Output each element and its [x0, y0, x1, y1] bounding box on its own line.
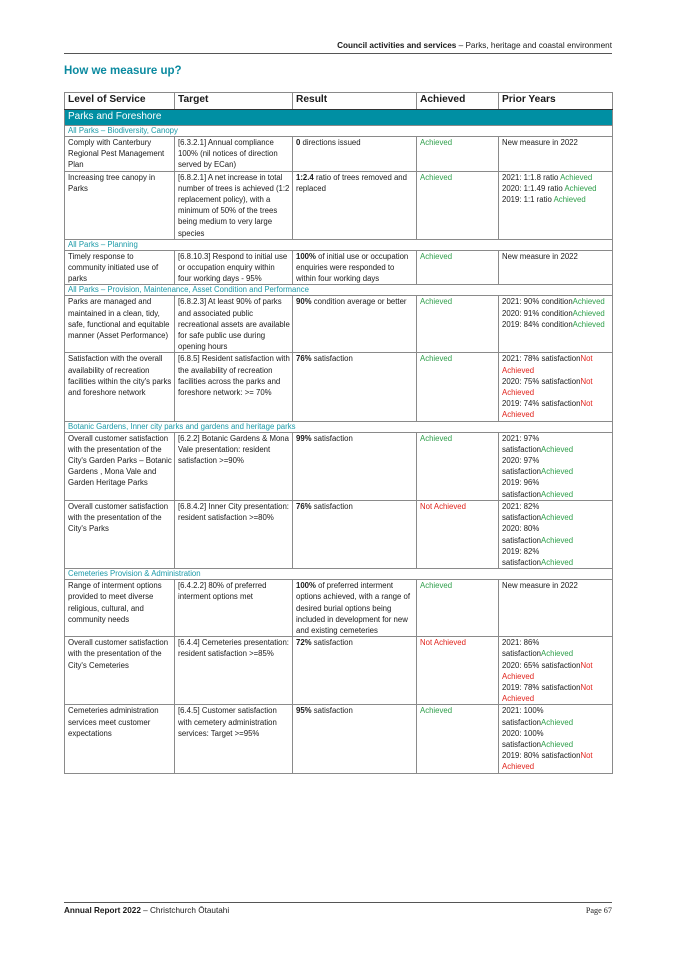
- group-row: [65, 126, 613, 137]
- prior-year-text: 2020: 91% condition: [502, 308, 573, 318]
- achieved-status: Achieved: [417, 250, 499, 285]
- prior-year-line: [502, 296, 610, 307]
- col-prior-years: Prior Years: [499, 93, 613, 110]
- prior-year-text: 2019: 74% satisfaction: [502, 399, 581, 409]
- prior-year-text: New measure in 2022: [502, 581, 578, 591]
- prior-year-status: Not Achieved: [502, 751, 593, 772]
- level-of-service-cell: Cemeteries administration services meet customer expectations: [65, 705, 175, 773]
- result-text: satisfaction: [311, 433, 353, 443]
- level-of-service-cell: Timely response to community initiated use of parks: [65, 250, 175, 285]
- prior-year-status: Achieved: [541, 467, 574, 477]
- result-value: 100%: [296, 581, 316, 591]
- prior-years-cell: [499, 296, 613, 353]
- col-level-of-service: Level of Service: [65, 93, 175, 110]
- target-cell: [6.8.5] Resident satisfaction with the availability of recreation facilities across the parks and foreshore network: >= 70%: [175, 353, 293, 421]
- prior-year-status: Not Achieved: [502, 399, 593, 420]
- prior-year-line: [502, 728, 610, 750]
- prior-years-cell: [499, 432, 613, 500]
- prior-year-text: 2020: 1:1.49 ratio: [502, 183, 565, 193]
- page-number: Page 67: [585, 906, 612, 915]
- prior-year-line: [502, 501, 610, 523]
- prior-year-status: Achieved: [541, 535, 574, 545]
- table-row: [65, 580, 613, 637]
- section-title: Parks and Foreshore: [65, 110, 613, 126]
- prior-years-cell: [499, 137, 613, 172]
- result-value: 0: [296, 138, 301, 147]
- table-row: [65, 432, 613, 500]
- prior-year-status: Not Achieved: [502, 682, 593, 704]
- prior-year-line: [502, 477, 610, 499]
- prior-year-status: Not Achieved: [502, 354, 593, 375]
- group-title: All Parks – Planning: [65, 239, 613, 250]
- prior-year-line: [502, 455, 610, 477]
- target-cell: [6.8.2.3] At least 90% of parks and associated public recreational assets are available for safe public use during opening hours: [175, 296, 293, 353]
- group-title: Cemeteries Provision & Administration: [65, 569, 613, 580]
- achieved-status: Achieved: [417, 171, 499, 239]
- result-cell: [293, 500, 417, 568]
- table-row: [65, 353, 613, 421]
- result-text: condition average or better: [311, 297, 407, 307]
- level-of-service-cell: Satisfaction with the overall availability of recreation facilities within the city's parks and foreshore network: [65, 353, 175, 421]
- achieved-status: Not Achieved: [417, 500, 499, 568]
- result-cell: [293, 250, 417, 285]
- prior-year-status: Achieved: [564, 183, 597, 193]
- prior-year-text: 2019: 84% condition: [502, 319, 573, 329]
- result-text: directions issued: [300, 138, 361, 147]
- prior-year-text: 2019: 1:1 ratio: [502, 195, 554, 205]
- level-of-service-cell: Parks are managed and maintained in a clean, tidy, safe, functional and equitable manner (Asset Performance): [65, 296, 175, 353]
- level-of-service-cell: Increasing tree canopy in Parks: [65, 171, 175, 239]
- target-cell: [6.2.2] Botanic Gardens & Mona Vale presentation: resident satisfaction >=90%: [175, 432, 293, 500]
- prior-years-cell: [499, 580, 613, 637]
- col-result: Result: [293, 93, 417, 110]
- result-value: 76%: [296, 354, 312, 364]
- group-title: Botanic Gardens, Inner city parks and gardens and heritage parks: [65, 421, 613, 432]
- prior-year-line: [502, 353, 610, 375]
- prior-years-cell: [499, 500, 613, 568]
- prior-year-status: Achieved: [541, 717, 574, 727]
- prior-year-status: Achieved: [541, 557, 574, 567]
- table-header-row: [65, 93, 613, 110]
- level-of-service-cell: Comply with Canterbury Regional Pest Management Plan: [65, 137, 175, 172]
- prior-year-status: Achieved: [572, 297, 605, 307]
- header-bold: Council activities and services: [337, 41, 457, 50]
- prior-year-text: 2019: 82% satisfaction: [502, 546, 542, 567]
- prior-years-cell: [499, 250, 613, 285]
- result-text: satisfaction: [311, 706, 353, 716]
- prior-year-text: 2021: 97% satisfaction: [502, 433, 542, 454]
- result-cell: [293, 637, 417, 705]
- prior-year-line: [502, 580, 610, 591]
- result-text: satisfaction: [311, 501, 353, 511]
- col-achieved: Achieved: [417, 93, 499, 110]
- prior-year-status: Achieved: [541, 444, 574, 454]
- prior-year-line: [502, 183, 610, 194]
- prior-year-text: 2020: 97% satisfaction: [502, 456, 542, 477]
- prior-year-text: 2021: 78% satisfaction: [502, 354, 581, 364]
- achieved-status: Achieved: [417, 296, 499, 353]
- achieved-status: Achieved: [417, 580, 499, 637]
- group-row: [65, 421, 613, 432]
- footer-bold: Annual Report 2022: [64, 906, 141, 915]
- prior-year-line: [502, 308, 610, 319]
- prior-year-status: Not Achieved: [502, 376, 593, 398]
- target-cell: [6.4.2.2] 80% of preferred interment options met: [175, 580, 293, 637]
- level-of-service-cell: Overall customer satisfaction with the presentation of the City's Cemeteries: [65, 637, 175, 705]
- prior-year-text: 2021: 1:1.8 ratio: [502, 172, 561, 182]
- group-row: [65, 569, 613, 580]
- result-cell: [293, 353, 417, 421]
- level-of-service-cell: Overall customer satisfaction with the presentation of the City's Parks: [65, 500, 175, 568]
- result-cell: [293, 705, 417, 773]
- achieved-status: Not Achieved: [417, 637, 499, 705]
- prior-year-line: [502, 172, 610, 183]
- result-text: ratio of trees removed and replaced: [296, 172, 407, 193]
- prior-year-status: Achieved: [560, 172, 593, 182]
- table-row: [65, 250, 613, 285]
- prior-year-status: Achieved: [572, 319, 605, 329]
- running-header: [337, 41, 612, 50]
- achieved-status: Achieved: [417, 353, 499, 421]
- footer-title: [64, 906, 229, 915]
- prior-year-line: [502, 546, 610, 568]
- achieved-status: Achieved: [417, 432, 499, 500]
- prior-year-status: Achieved: [541, 513, 574, 523]
- measures-table: [64, 92, 613, 774]
- footer-rest: – Christchurch Ōtautahi: [140, 906, 230, 915]
- prior-year-status: Achieved: [541, 739, 574, 749]
- result-cell: [293, 296, 417, 353]
- result-value: 90%: [296, 297, 312, 307]
- table-row: [65, 296, 613, 353]
- result-text: of initial use or occupation enquiries were responded to within four working days: [296, 251, 409, 284]
- result-value: 99%: [296, 433, 312, 443]
- prior-year-line: [502, 251, 610, 262]
- prior-year-line: [502, 523, 610, 545]
- result-text: satisfaction: [311, 354, 353, 364]
- prior-year-text: 2019: 96% satisfaction: [502, 478, 542, 499]
- result-cell: [293, 171, 417, 239]
- group-title: All Parks – Provision, Maintenance, Asset Condition and Performance: [65, 285, 613, 296]
- result-value: 100%: [296, 251, 316, 261]
- group-row: [65, 285, 613, 296]
- target-cell: [6.8.10.3] Respond to initial use or occupation enquiry within four working days - 95%: [175, 250, 293, 285]
- table-body: [65, 110, 613, 774]
- table-row: [65, 137, 613, 172]
- result-text: satisfaction: [311, 638, 353, 648]
- prior-year-line: [502, 750, 610, 772]
- prior-year-text: 2020: 80% satisfaction: [502, 524, 542, 545]
- prior-years-cell: [499, 171, 613, 239]
- prior-year-text: 2019: 78% satisfaction: [502, 682, 581, 692]
- prior-year-line: [502, 637, 610, 659]
- prior-year-line: [502, 705, 610, 727]
- prior-year-status: Achieved: [553, 195, 586, 205]
- result-value: 76%: [296, 501, 312, 511]
- result-value: 72%: [296, 638, 312, 648]
- target-cell: [6.3.2.1] Annual compliance 100% (nil notices of direction served by ECan): [175, 137, 293, 172]
- page-heading: How we measure up?: [64, 65, 182, 77]
- header-rest: – Parks, heritage and coastal environment: [456, 41, 612, 50]
- target-cell: [6.4.5] Customer satisfaction with cemetery administration services: Target >=95%: [175, 705, 293, 773]
- prior-year-text: 2019: 80% satisfaction: [502, 751, 581, 761]
- prior-year-text: New measure in 2022: [502, 138, 578, 147]
- col-target: Target: [175, 93, 293, 110]
- target-cell: [6.4.4] Cemeteries presentation: resident satisfaction >=85%: [175, 637, 293, 705]
- prior-year-status: Achieved: [572, 308, 605, 318]
- result-text: of preferred interment options achieved, with a range of desired burial options being included in development for new and existing cemeteries: [296, 581, 410, 635]
- prior-year-text: 2021: 100% satisfaction: [502, 706, 544, 727]
- prior-year-line: [502, 376, 610, 398]
- prior-years-cell: [499, 637, 613, 705]
- prior-year-line: [502, 660, 610, 682]
- prior-year-text: 2021: 82% satisfaction: [502, 501, 542, 523]
- prior-year-line: [502, 319, 610, 330]
- achieved-status: Achieved: [417, 705, 499, 773]
- target-cell: [6.8.2.1] A net increase in total number of trees is achieved (1:2 replacement policy), with a minimum of 50% of the trees being medium to very large species: [175, 171, 293, 239]
- group-title: All Parks – Biodiversity, Canopy: [65, 126, 613, 137]
- table-row: [65, 500, 613, 568]
- prior-year-text: New measure in 2022: [502, 251, 578, 261]
- level-of-service-cell: Overall customer satisfaction with the presentation of the City's Garden Parks – Botanic Gardens , Mona Vale and Garden Heritage Parks: [65, 432, 175, 500]
- footer-rule: [64, 902, 612, 903]
- level-of-service-cell: Range of interment options provided to meet diverse religious, cultural, and community needs: [65, 580, 175, 637]
- prior-year-line: [502, 682, 610, 704]
- prior-year-text: 2020: 75% satisfaction: [502, 376, 581, 386]
- prior-year-line: [502, 137, 610, 148]
- result-cell: [293, 580, 417, 637]
- prior-year-text: 2020: 100% satisfaction: [502, 728, 544, 749]
- achieved-status: Achieved: [417, 137, 499, 172]
- prior-year-status: Achieved: [541, 489, 574, 499]
- prior-year-line: [502, 398, 610, 420]
- prior-year-line: [502, 433, 610, 455]
- result-value: 1:2.4: [296, 172, 314, 182]
- table-row: [65, 637, 613, 705]
- section-row: [65, 110, 613, 126]
- prior-year-text: 2021: 90% condition: [502, 297, 573, 307]
- table-row: [65, 171, 613, 239]
- result-value: 95%: [296, 706, 312, 716]
- prior-years-cell: [499, 353, 613, 421]
- result-cell: [293, 432, 417, 500]
- group-row: [65, 239, 613, 250]
- prior-year-text: 2020: 65% satisfaction: [502, 660, 581, 670]
- result-cell: [293, 137, 417, 172]
- header-rule: [64, 53, 612, 54]
- target-cell: [6.8.4.2] Inner City presentation: resident satisfaction >=80%: [175, 500, 293, 568]
- prior-year-status: Not Achieved: [502, 660, 593, 681]
- table-row: [65, 705, 613, 773]
- prior-year-status: Achieved: [541, 649, 574, 659]
- prior-year-line: [502, 194, 610, 205]
- prior-year-text: 2021: 86% satisfaction: [502, 638, 542, 659]
- prior-years-cell: [499, 705, 613, 773]
